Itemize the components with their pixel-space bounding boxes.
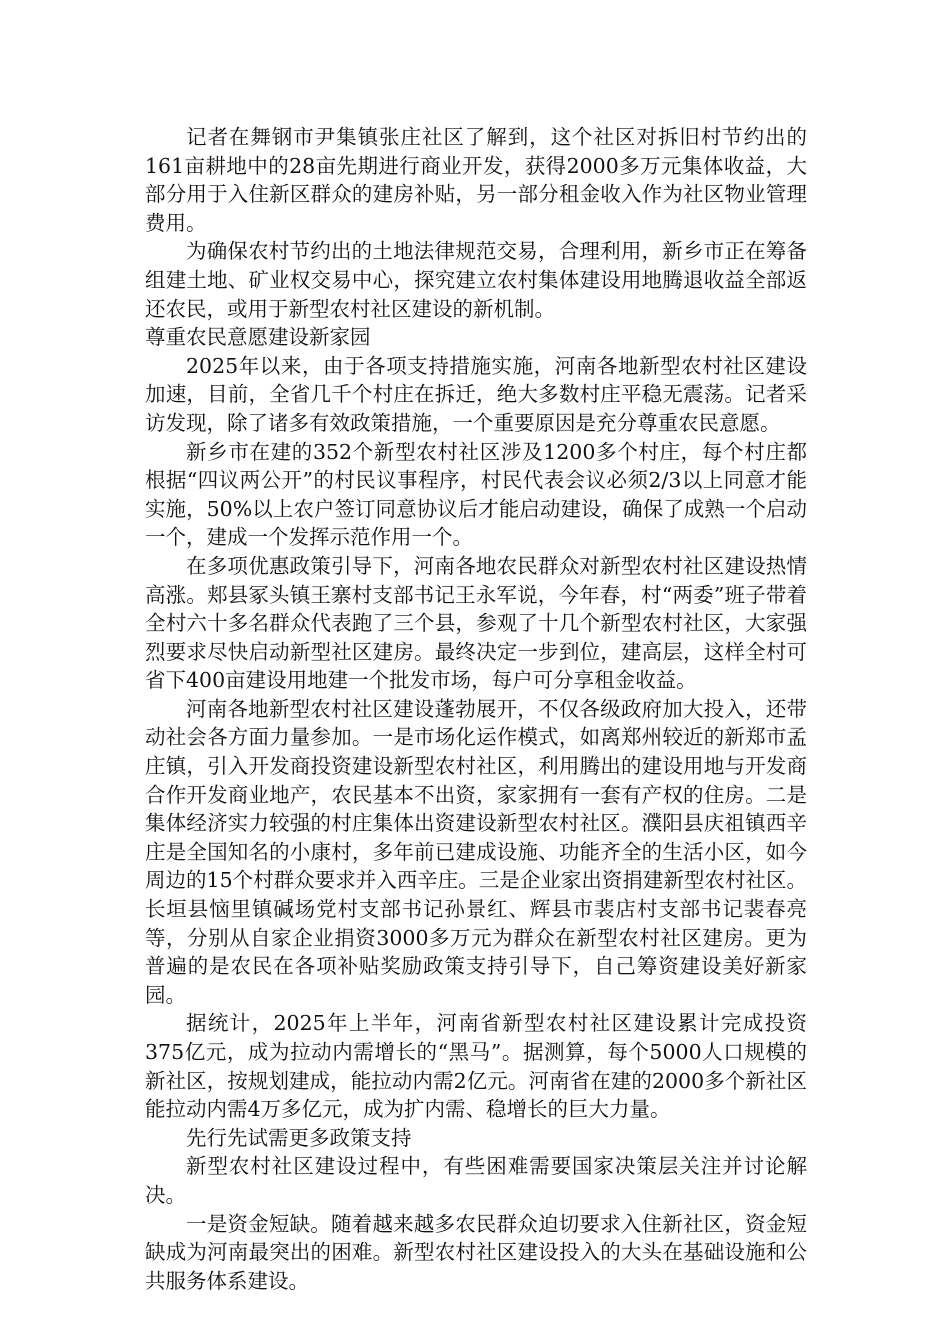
paragraph: 据统计，2025年上半年，河南省新型农村社区建设累计完成投资375亿元，成为拉动内需增长的“黑马”。据测算，每个5000人口规模的新社区，按规划建成，能拉动内需2亿元。河南省在建的2000多个新社区能拉动内需4万多亿元，成为扩内需、稳增长的巨大力量。 (145, 1011, 807, 1122)
paragraph: 新乡市在建的352个新型农村社区涉及1200多个村庄，每个村庄都根据“四议两公开”的村民议事程序，村民代表会议必须2/3以上同意才能实施，50%以上农户签订同意协议后才能启动建设，确保了成熟一个启动一个，建成一个发挥示范作用一个。 (145, 439, 807, 550)
paragraph: 在多项优惠政策引导下，河南各地农民群众对新型农村社区建设热情高涨。郏县冢头镇王寨村支部书记王永军说，今年春，村“两委”班子带着全村六十多名群众代表跑了三个县，参观了十几个新型农村社区，大家强烈要求尽快启动新型社区建房。最终决定一步到位，建高层，这样全村可省下400亩建设用地建一个批发市场，每户可分享租金收益。 (145, 553, 807, 693)
section-heading: 尊重农民意愿建设新家园 (145, 325, 371, 350)
paragraph: 新型农村社区建设过程中，有些困难需要国家决策层关注并讨论解决。 (145, 1154, 807, 1207)
paragraph: 2025年以来，由于各项支持措施实施，河南各地新型农村社区建设加速，目前，全省几千个村庄在拆迁，绝大多数村庄平稳无震荡。记者采访发现，除了诸多有效政策措施，一个重要原因是充分尊重农民意愿。 (145, 353, 807, 435)
paragraph: 记者在舞钢市尹集镇张庄社区了解到，这个社区对拆旧村节约出的161亩耕地中的28亩先期进行商业开发，获得2000多万元集体收益，大部分用于入住新区群众的建房补贴，另一部分租金收入作为社区物业管理费用。 (145, 125, 807, 235)
document-body (145, 123, 807, 1295)
paragraph: 一是资金短缺。随着越来越多农民群众迫切要求入住新社区，资金短缺成为河南最突出的困难。新型农村社区建设投入的大头在基础设施和公共服务体系建设。 (145, 1211, 807, 1293)
section-heading: 先行先试需更多政策支持 (186, 1125, 412, 1150)
paragraph: 河南各地新型农村社区建设蓬勃展开，不仅各级政府加大投入，还带动社会各方面力量参加。一是市场化运作模式，如离郑州较近的新郑市孟庄镇，引入开发商投资建设新型农村社区，利用腾出的建设用地与开发商合作开发商业地产，农民基本不出资，家家拥有一套有产权的住房。二是集体经济实力较强的村庄集体出资建设新型农村社区。濮阳县庆祖镇西辛庄是全国知名的小康村，多年前已建成设施、功能齐全的生活小区，如今周边的15个村群众要求并入西辛庄。三是企业家出资捐建新型农村社区。长垣县恼里镇碱场党村支部书记孙景红、辉县市裴店村支部书记裴春亮等，分别从自家企业捐资3000多万元为群众在新型农村社区建房。更为普遍的是农民在各项补贴奖励政策支持引导下，自己筹资建设美好新家园。 (145, 696, 807, 1007)
paragraph: 为确保农村节约出的土地法律规范交易，合理利用，新乡市正在筹备组建土地、矿业权交易中心，探究建立农村集体建设用地腾退收益全部返还农民，或用于新型农村社区建设的新机制。 (145, 239, 807, 321)
